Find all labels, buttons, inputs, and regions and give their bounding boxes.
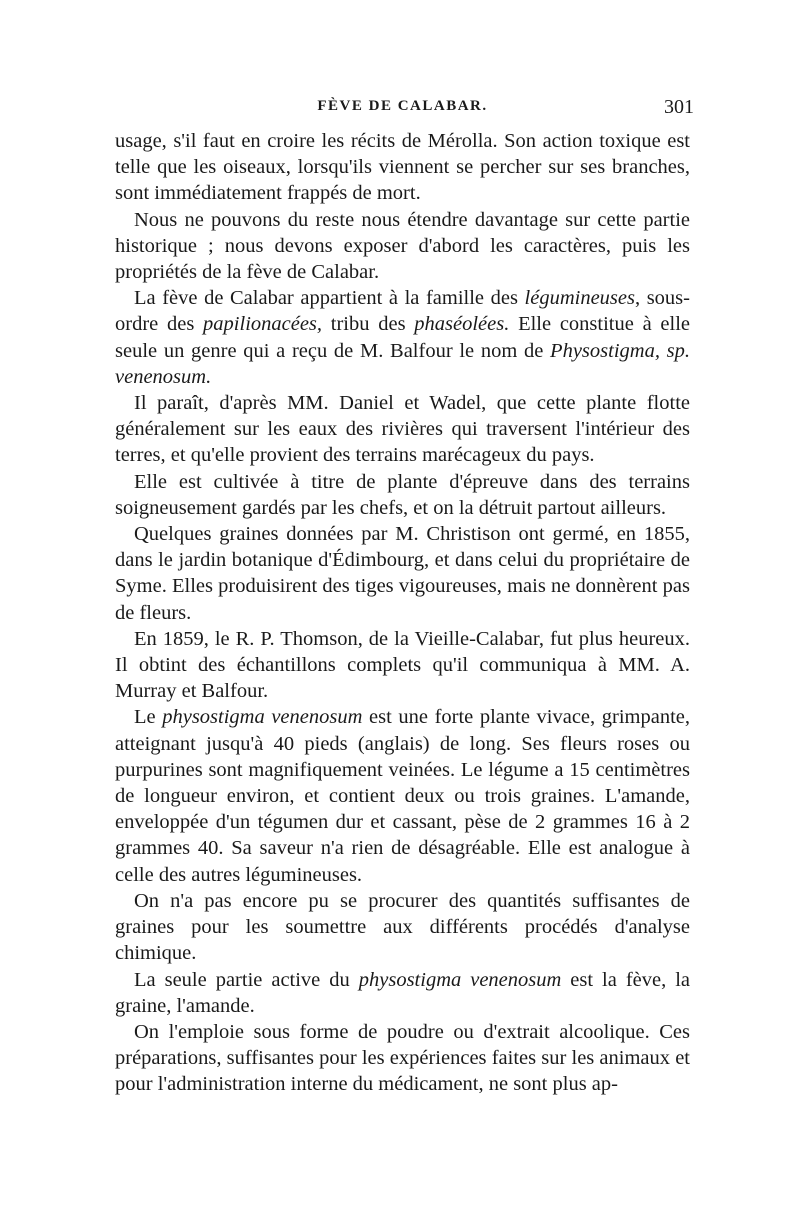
text-run: On l'emploie sous forme de poudre ou d'extrait alcoolique. Ces préparations, suffisantes pour les expériences faites sur les animaux et pour l'administration interne du médicament, ne sont plus ap- [115, 1020, 690, 1096]
text-run: En 1859, le R. P. Thomson, de la Vieille-Calabar, fut plus heureux. Il obtint des échantillons complets qu'il communiqua à MM. A. Murray et Balfour. [115, 627, 690, 703]
text-run: est la fève, la graine, l'amande. [115, 968, 690, 1017]
text-run: On n'a pas encore pu se procurer des quantités suffisantes de graines pour les soumettre aux différents procédés d'analyse chimique. [115, 889, 690, 965]
paragraph [115, 521, 690, 626]
running-head [115, 96, 694, 122]
paragraph [115, 285, 690, 390]
italic-term: physostigma venenosum [162, 706, 363, 729]
text-run: , sous-ordre des [115, 287, 690, 336]
text-run: Elle constitue à elle seule un genre qui a reçu de M. Balfour le nom de [115, 313, 690, 362]
paragraph [115, 888, 690, 967]
text-run: Elle est cultivée à titre de plante d'épreuve dans des terrains soigneusement gardés par les chefs, et on la détruit partout ailleurs. [115, 470, 690, 519]
paragraph [115, 207, 690, 286]
text-run: usage, s'il faut en croire les récits de Mérolla. Son action toxique est telle que les oiseaux, lorsqu'ils viennent se percher sur ses branches, sont immédiatement frappés de mort. [115, 130, 690, 205]
paragraph [115, 1019, 690, 1098]
text-run: La seule partie active du [134, 968, 359, 991]
text-run: Il paraît, d'après MM. Daniel et Wadel, que cette plante flotte généralement sur les eaux des rivières qui traversent l'intérieur des terres, et qu'elle provient des terrains marécageux du pays. [115, 392, 690, 467]
italic-term: Physostigma, sp. venenosum. [115, 339, 690, 388]
text-run: Nous ne pouvons du reste nous étendre davantage sur cette partie historique ; nous devons exposer d'abord les caractères, puis les propriétés de la fève de Calabar. [115, 208, 690, 284]
paragraph [115, 469, 690, 521]
text-run: tribu des [322, 313, 415, 336]
italic-term: physostigma venenosum [358, 968, 562, 991]
text-run: Le [134, 706, 163, 729]
text-run: est une forte plante vivace, grimpante, atteignant jusqu'à 40 pieds (anglais) de long. Ses fleurs roses ou purpurines sont magnifiquement veinées. Le légume a 15 centimètres de longueur environ, et contient deux ou trois graines. L'amande, enveloppée d'un tégumen dur et cassant, pèse de 2 grammes 16 à 2 grammes 40. Sa saveur n'a rien de désagréable. Elle est analogue à celle des autres légumineuses. [115, 706, 690, 886]
page-number: 301 [664, 96, 694, 118]
paragraph [115, 967, 690, 1019]
italic-term: papilionacées, [203, 313, 323, 336]
paragraph [115, 390, 690, 469]
paragraph [115, 704, 690, 887]
text-run: La fève de Calabar appartient à la famille des [134, 287, 525, 310]
italic-term: phaséolées. [414, 313, 510, 336]
running-title: FÈVE DE CALABAR. [317, 98, 488, 114]
text-run: Quelques graines données par M. Christison ont germé, en 1855, dans le jardin botanique d'Édimbourg, et dans celui du propriétaire de Syme. Elles produisirent des tiges vigoureuses, mais ne donnèrent pas de fleurs. [115, 523, 690, 624]
paragraph [115, 626, 690, 705]
paragraph [115, 128, 690, 207]
body-text [115, 128, 690, 1098]
italic-term: légumineuses [524, 287, 635, 310]
